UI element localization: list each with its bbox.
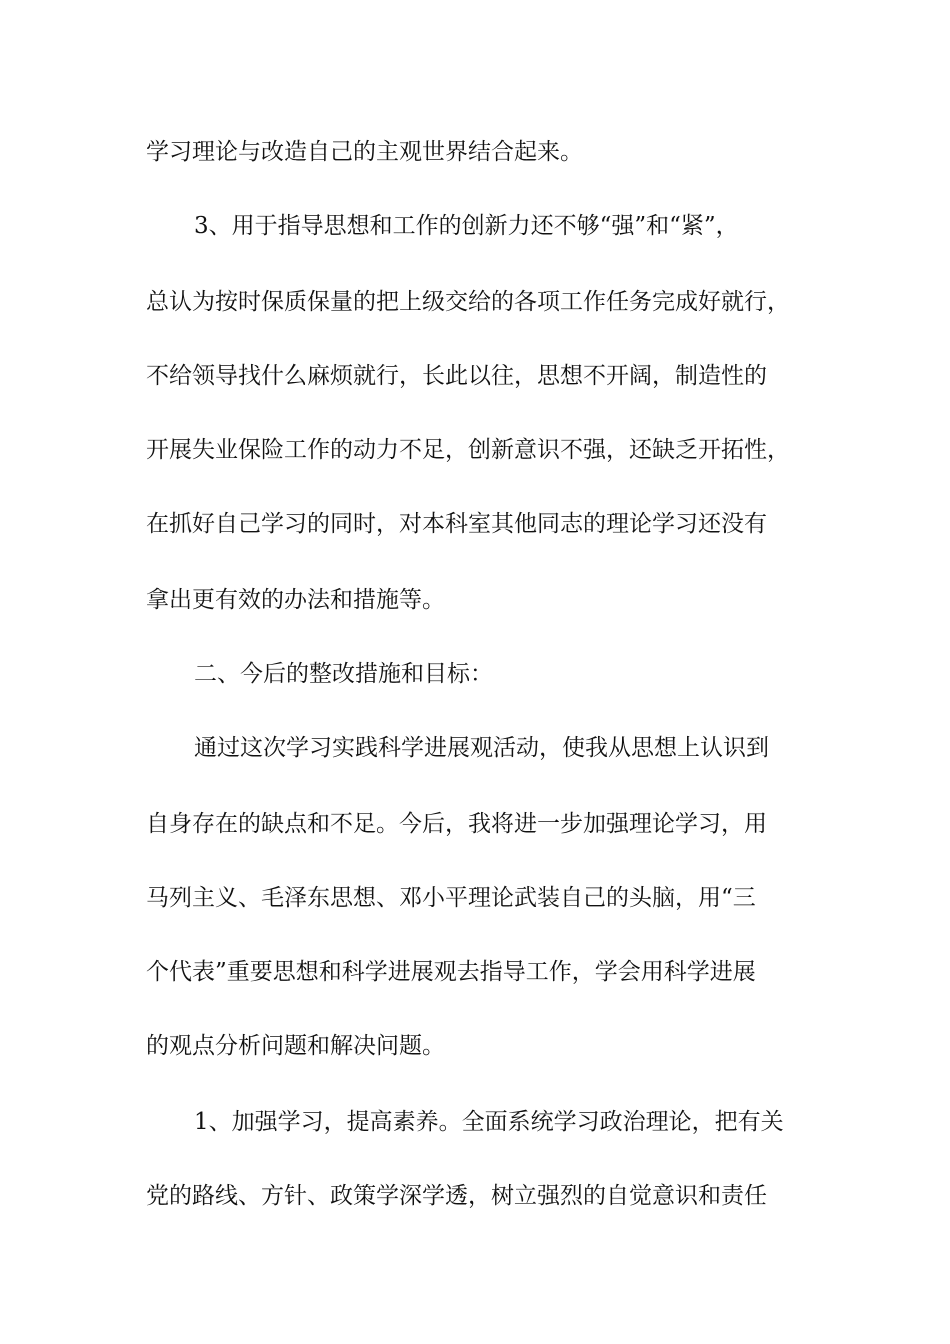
text-line-3: 总认为按时保质保量的把上级交给的各项工作任务完成好就行，	[146, 289, 790, 315]
section-heading: 二、今后的整改措施和目标：	[194, 661, 493, 687]
text-line-9: 通过这次学习实践科学进展观活动，使我从思想上认识到	[194, 735, 769, 761]
text-line-10: 自身存在的缺点和不足。今后，我将进一步加强理论学习，用	[146, 811, 767, 837]
text-line-7: 拿出更有效的办法和措施等。	[146, 587, 445, 613]
text-line-6: 在抓好自己学习的同时，对本科室其他同志的理论学习还没有	[146, 511, 767, 537]
text-line-15: 党的路线、方针、政策学深学透，树立强烈的自觉意识和责任	[146, 1183, 767, 1209]
text-line-12: 个代表”重要思想和科学进展观去指导工作，学会用科学进展	[146, 959, 756, 985]
text-line-4: 不给领导找什么麻烦就行，长此以往，思想不开阔，制造性的	[146, 363, 767, 389]
text-line-2: 3、用于指导思想和工作的创新力还不够“强”和“紧”，	[194, 213, 739, 239]
text-line-14: 1、加强学习，提高素养。全面系统学习政治理论，把有关	[194, 1109, 784, 1135]
text-line-11: 马列主义、毛泽东思想、邓小平理论武装自己的头脑，用“三	[146, 885, 756, 911]
text-line-1: 学习理论与改造自己的主观世界结合起来。	[146, 139, 583, 165]
text-line-5: 开展失业保险工作的动力不足，创新意识不强，还缺乏开拓性，	[146, 437, 790, 463]
text-line-13: 的观点分析问题和解决问题。	[146, 1033, 445, 1059]
